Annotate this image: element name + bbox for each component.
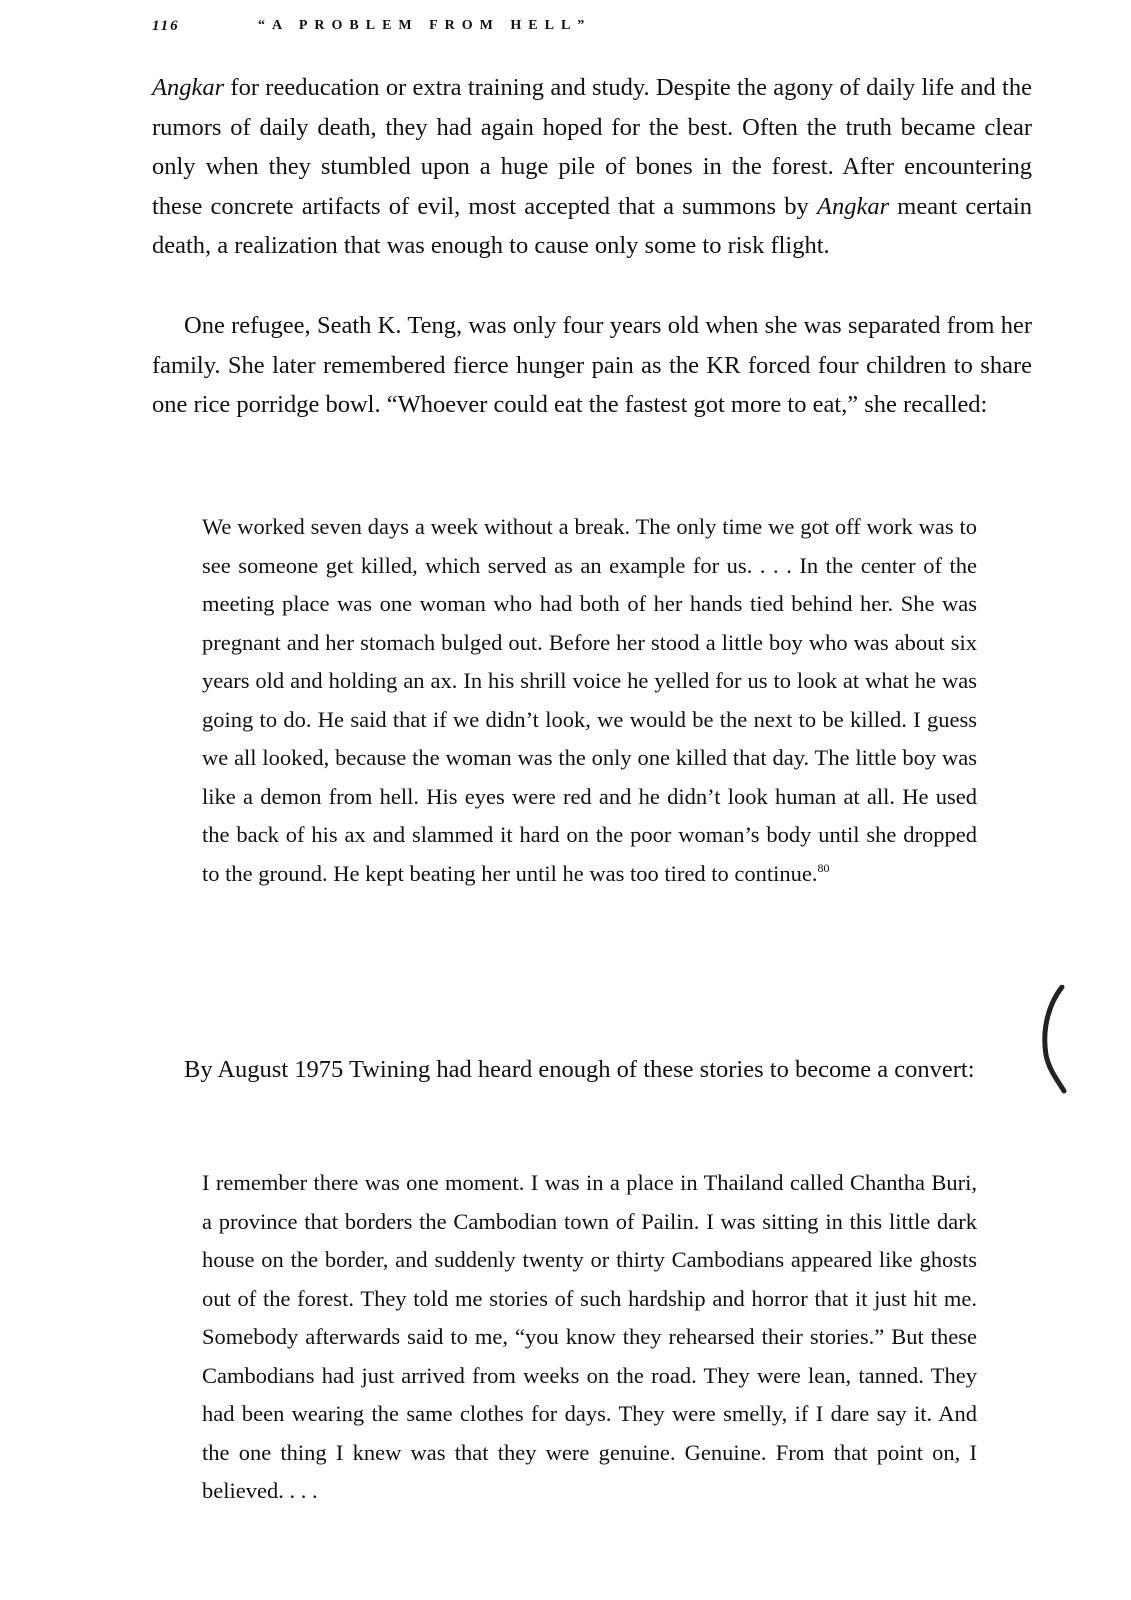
scan-artifact-mark xyxy=(1040,985,1070,1095)
paragraph-text: for reeducation or extra training and study. Despite the agony of daily life and the rumors of daily death, they had again hoped for the best. Often the truth became clear only when they stumbled upon a huge pile of bones in the forest. After encountering these concrete artifacts of evil, most accepted that a summons by xyxy=(152,74,1032,220)
page-number: 116 xyxy=(152,18,180,34)
running-title: “A PROBLEM FROM HELL” xyxy=(258,18,592,33)
paragraph-angkar xyxy=(152,68,1032,266)
quote-text: I remember there was one moment. I was in a place in Thailand called Chantha Buri, a province that borders the Cambodian town of Pailin. I was sitting in this little dark house on the border, and suddenly twenty or thirty Cambodians appeared like ghosts out of the forest. They told me stories of such hardship and horror that it just hit me. Somebody afterwards said to me, “you know they rehearsed their stories.” But these Cambodians had just arrived from weeks on the road. They were lean, tanned. They had been wearing the same clothes for days. They were smelly, if I dare say it. And the one thing I knew was that they were genuine. Genuine. From that point on, I believed. . . . xyxy=(202,1170,977,1503)
block-quote-teng xyxy=(202,508,977,893)
paragraph-text: One refugee, Seath K. Teng, was only four years old when she was separated from her family. She later remembered fierce hunger pain as the KR forced four children to share one rice porridge bowl. “Whoever could eat the fastest got more to eat,” she recalled: xyxy=(152,312,1032,418)
italic-term: Angkar xyxy=(152,74,225,101)
paragraph-seath-teng xyxy=(152,306,1032,425)
quote-text: We worked seven days a week without a break. The only time we got off work was to see someone get killed, which served as an example for us. . . . In the center of the meeting place was one woman who had both of her hands tied behind her. She was pregnant and her stomach bulged out. Before her stood a little boy who was about six years old and holding an ax. In his shrill voice he yelled for us to look at what he was going to do. He said that if we didn’t look, we would be the next to be killed. I guess we all looked, because the woman was the only one killed that day. The little boy was like a demon from hell. His eyes were red and he didn’t look human at all. He used the back of his ax and slammed it hard on the poor woman’s body until she dropped to the ground. He kept beating her until he was too tired to continue. xyxy=(202,514,977,886)
italic-term: Angkar xyxy=(816,192,890,220)
footnote-reference: 80 xyxy=(817,860,830,875)
paragraph-text: By August 1975 Twining had heard enough of these stories to become a convert: xyxy=(184,1056,975,1083)
paragraph-twining xyxy=(152,1050,1032,1090)
block-quote-twining xyxy=(202,1164,977,1511)
paragraph-text: meant certain death, a realization that was enough to cause only some to risk flight. xyxy=(152,192,1033,259)
